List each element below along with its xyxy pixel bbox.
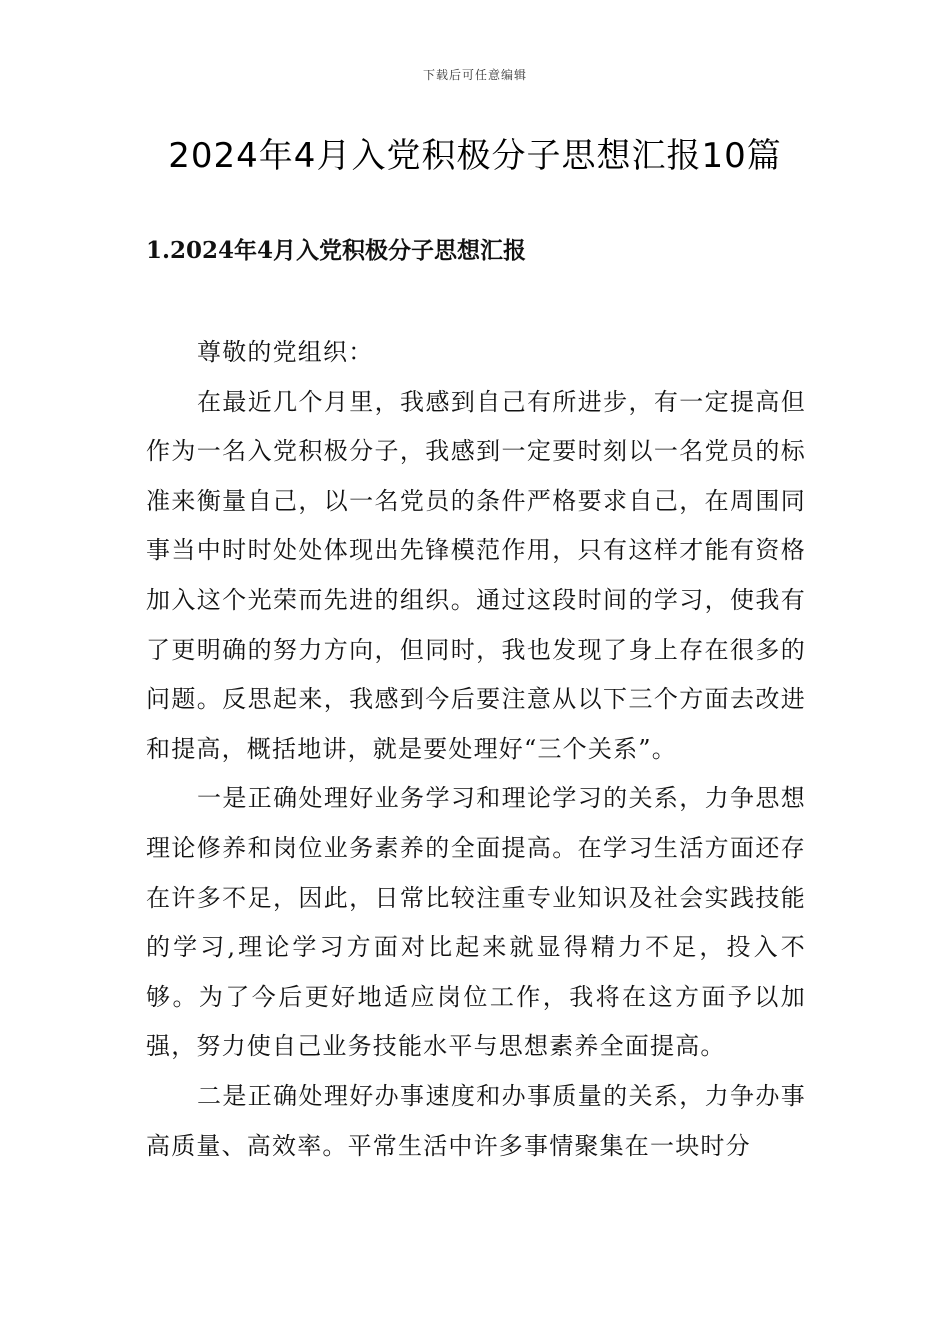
- paragraph-3: 二是正确处理好办事速度和办事质量的关系，力争办事高质量、高效率。平常生活中许多事情聚集在一块时分: [146, 1081, 806, 1160]
- paragraph-1: 在最近几个月里，我感到自己有所进步，有一定提高但作为一名入党积极分子，我感到一定要时刻以一名党员的标准来衡量自己，以一名党员的条件严格要求自己，在周围同事当中时时处处体现出先锋模范作用，只有这样才能有资格加入这个光荣而先进的组织。通过这段时间的学习，使我有了更明确的努力方向，但同时，我也发现了身上存在很多的问题。反思起来，我感到今后要注意从以下三个方面去改进和提高，概括地讲，就是要处理好“三个关系”。: [146, 387, 806, 763]
- document-title: 2024年4月入党积极分子思想汇报10篇: [168, 136, 782, 176]
- paragraph-2: 一是正确处理好业务学习和理论学习的关系，力争思想理论修养和岗位业务素养的全面提高。在学习生活方面还存在许多不足，因此，日常比较注重专业知识及社会实践技能的学习,理论学习方面对比起来就显得精力不足，投入不够。为了今后更好地适应岗位工作，我将在这方面予以加强，努力使自己业务技能水平与思想素养全面提高。: [146, 784, 806, 1061]
- header-note: 下载后可任意编辑: [422, 68, 527, 82]
- document-body: [146, 328, 806, 1171]
- salutation: 尊敬的党组织：: [197, 338, 374, 366]
- section-heading: 1.2024年4月入党积极分子思想汇报: [146, 237, 527, 264]
